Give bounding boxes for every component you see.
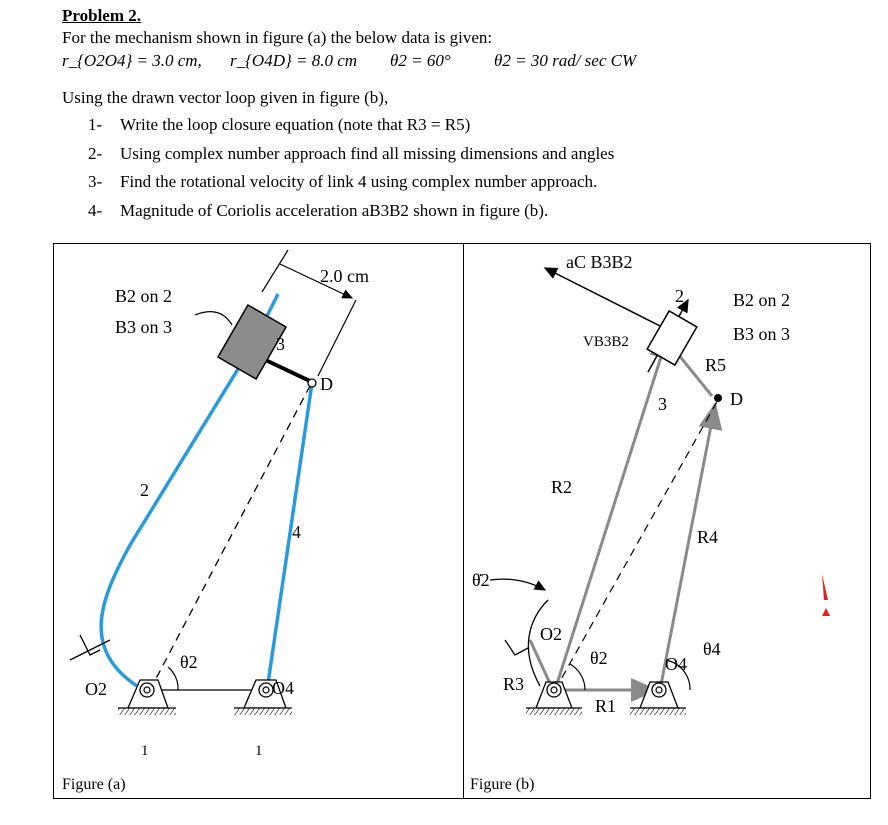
pivot-o4-b xyxy=(630,682,686,715)
label-link-3-b: 3 xyxy=(658,394,667,414)
label-b2-on-2-b: B2 on 2 xyxy=(733,290,791,310)
dashed-line-o2-d-b xyxy=(555,400,718,690)
label-b2-on-2-a: B2 on 2 xyxy=(115,286,173,306)
label-r5: R5 xyxy=(705,355,727,375)
arrow-coriolis xyxy=(545,268,668,330)
task-text: Magnitude of Coriolis acceleration aB3B2 shown in figure (b). xyxy=(120,201,549,220)
figure-b-caption: Figure (b) xyxy=(470,776,535,793)
label-point-d-b: D xyxy=(730,389,743,409)
given-theta2: θ2 = 60° xyxy=(390,51,451,70)
problem-title: Problem 2. xyxy=(62,6,142,25)
label-r2: R2 xyxy=(551,477,573,497)
label-link-2-b: 2 xyxy=(675,286,684,306)
given-r-o2o4: r_{O2O4} = 3.0 cm, xyxy=(62,51,202,70)
task-text: Find the rotational velocity of link 4 using complex number approach. xyxy=(120,172,598,191)
label-theta2-b: θ2 xyxy=(590,648,608,668)
label-o4-a: O4 xyxy=(272,678,294,698)
vector-r2 xyxy=(555,335,668,690)
label-link-4-a: 4 xyxy=(292,522,301,542)
label-point-d-a: D xyxy=(320,374,333,394)
task-text: Write the loop closure equation (note that R3 = R5) xyxy=(120,115,471,134)
label-theta4: θ4 xyxy=(703,639,721,659)
label-coriolis: aC B3B2 xyxy=(566,252,633,272)
given-r-o4d: r_{O4D} = 8.0 cm xyxy=(230,51,358,70)
figure-a-caption: Figure (a) xyxy=(62,776,126,793)
point-d-pin-b xyxy=(714,394,722,402)
problem-intro: For the mechanism shown in figure (a) the below data is given: xyxy=(62,28,493,47)
label-theta2-a: θ2 xyxy=(180,652,198,672)
red-mark xyxy=(822,574,830,616)
task-number: 4- xyxy=(88,201,103,220)
label-r4: R4 xyxy=(697,527,719,547)
theta2-dot-arrow xyxy=(490,579,545,590)
pivot-o2-b xyxy=(526,682,582,715)
label-b3-on-3-a: B3 on 3 xyxy=(115,317,173,337)
slider-block-b xyxy=(647,311,697,365)
label-link-3-a: 3 xyxy=(276,334,285,354)
label-r1: R1 xyxy=(595,696,617,716)
label-link-2-a: 2 xyxy=(140,480,149,500)
label-vb3b2: VB3B2 xyxy=(583,334,629,350)
label-b3-on-3-b: B3 on 3 xyxy=(733,324,791,344)
label-theta2-dot: θ̇2 xyxy=(472,570,490,590)
task-number: 1- xyxy=(88,115,103,134)
problem-instruction: Using the drawn vector loop given in figure (b), xyxy=(62,88,389,107)
task-number: 3- xyxy=(88,172,103,191)
label-o2-a: O2 xyxy=(85,679,107,699)
label-dimension: 2.0 cm xyxy=(320,266,369,286)
label-r3: R3 xyxy=(503,674,525,694)
given-theta2-dot: θ̇2 = 30 rad/ sec CW xyxy=(494,51,637,70)
label-ground-1a: 1 xyxy=(141,743,149,759)
right-angle-mark-b xyxy=(505,640,528,655)
label-ground-1b: 1 xyxy=(255,743,263,759)
task-text: Using complex number approach find all missing dimensions and angles xyxy=(120,144,615,163)
label-o2-b: O2 xyxy=(540,624,562,644)
task-number: 2- xyxy=(88,144,103,163)
label-o4-b: O4 xyxy=(665,654,687,674)
theta2-arc-b xyxy=(570,664,585,690)
